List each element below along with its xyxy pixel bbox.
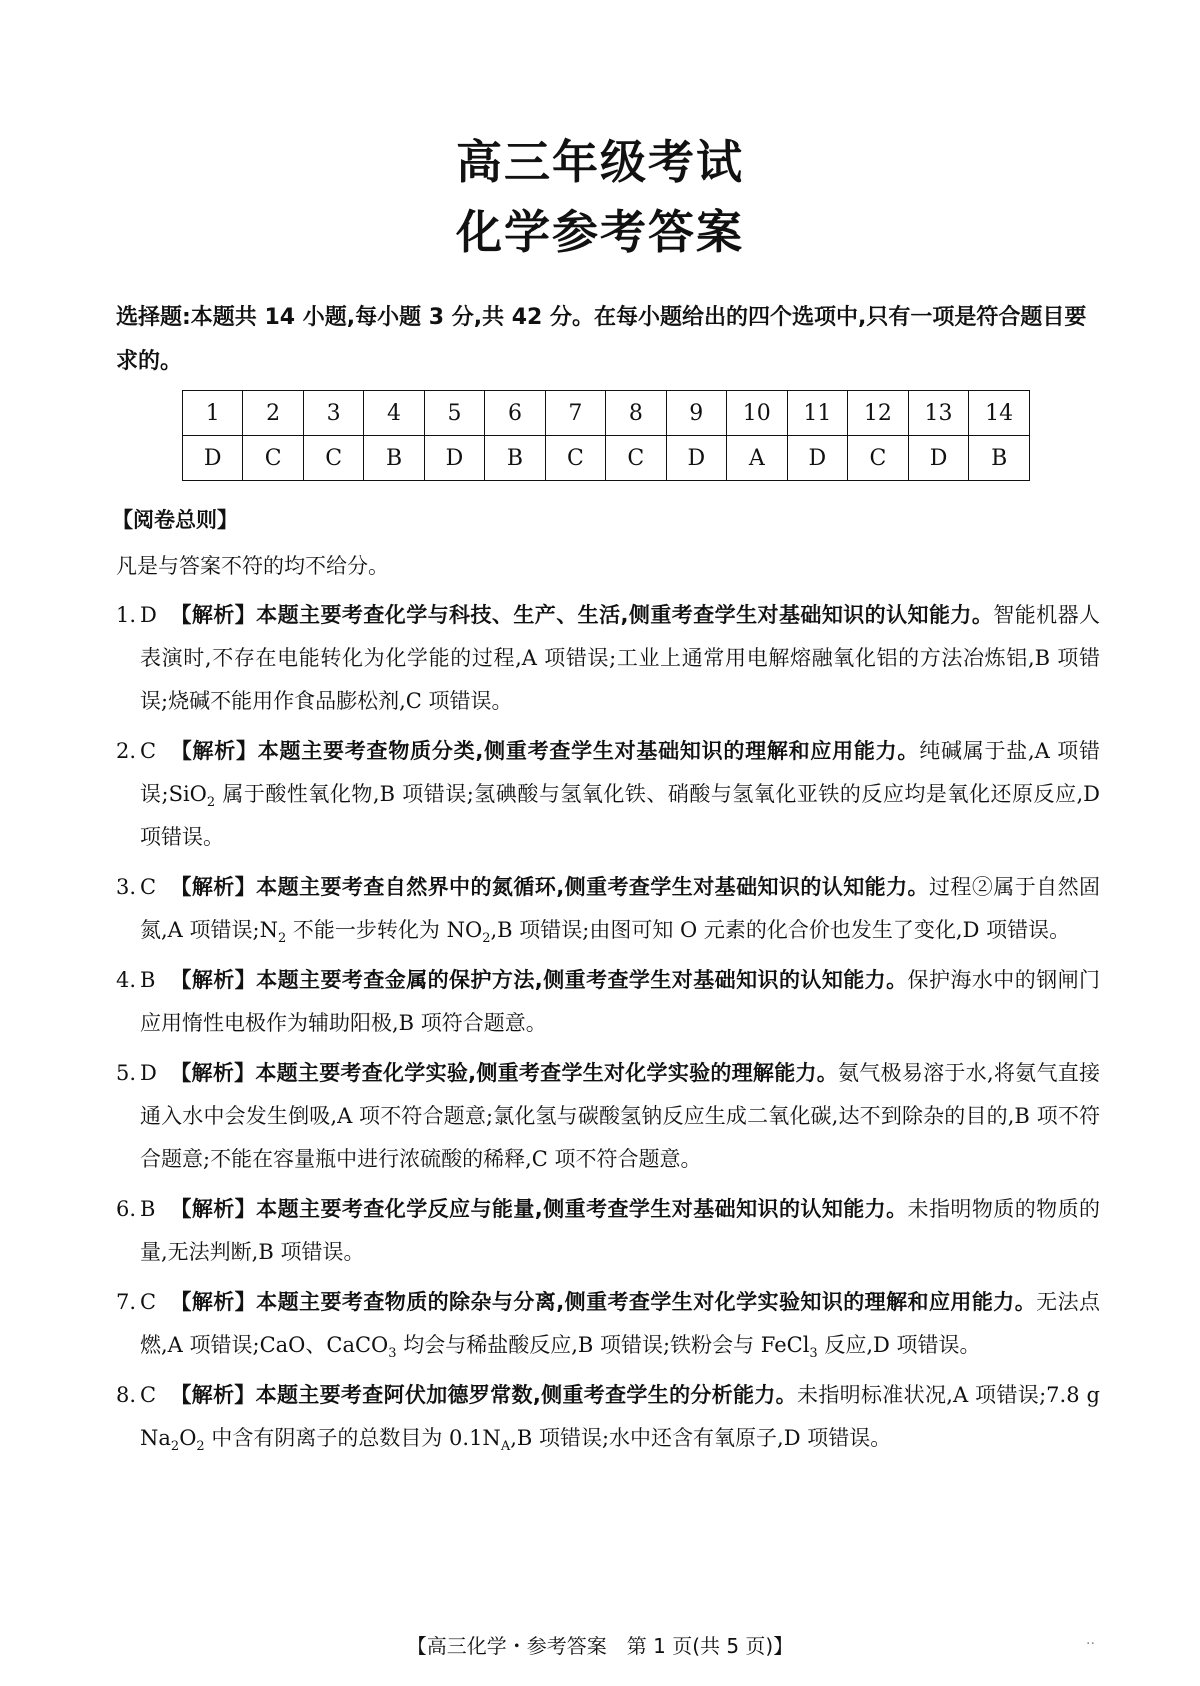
subscript: 2 xyxy=(170,1439,180,1455)
item-summary: 本题主要考查化学实验,侧重考查学生对化学实验的理解能力。 xyxy=(255,1061,839,1085)
item-answer: C xyxy=(140,1383,157,1407)
explanation-item xyxy=(116,730,1100,859)
item-number: 4. xyxy=(116,968,137,992)
answer-letter: A xyxy=(726,436,787,481)
item-detail: 反应,D 项错误。 xyxy=(817,1333,981,1357)
explanation-item xyxy=(116,1052,1100,1181)
question-number: 11 xyxy=(787,391,848,436)
item-summary: 本题主要考查化学反应与能量,侧重考查学生对基础知识的认知能力。 xyxy=(256,1197,908,1221)
grading-rules-heading: 【阅卷总则】 xyxy=(112,508,238,532)
question-number: 2 xyxy=(243,391,303,436)
grading-rules-text: 凡是与答案不符的均不给分。 xyxy=(116,554,389,578)
subscript: 3 xyxy=(388,1346,397,1362)
item-number: 2. xyxy=(116,739,137,763)
item-number: 6. xyxy=(116,1197,137,1221)
item-summary: 本题主要考查阿伏加德罗常数,侧重考查学生的分析能力。 xyxy=(255,1383,798,1407)
exam-subtitle: 化学参考答案 xyxy=(456,205,744,259)
item-answer: C xyxy=(140,739,157,763)
item-answer: D xyxy=(140,1061,157,1085)
explanation-item xyxy=(116,1281,1100,1367)
item-detail: 不能一步转化为 NO xyxy=(286,918,483,942)
question-number: 6 xyxy=(485,391,545,436)
answer-row xyxy=(183,436,1030,481)
analysis-tag: 【解析】 xyxy=(170,603,257,627)
explanation-list xyxy=(116,594,1100,1467)
answer-letter: D xyxy=(666,436,726,481)
item-answer: C xyxy=(140,875,157,899)
answer-letter: D xyxy=(424,436,484,481)
item-detail: 氨气极易溶于水,将氨气直接通入水中会发生倒吸,A 项不符合题意;氯化氢与碳酸氢钠反应生成二氧化碳,达不到除杂的目的,B 项不符合题意;不能在容量瓶中进行浓硫酸的稀释,C 项不符合题意。 xyxy=(140,1061,1100,1171)
analysis-tag: 【解析】 xyxy=(170,739,258,763)
answer-letter: C xyxy=(243,436,303,481)
item-detail: 中含有阴离子的总数目为 0.1N xyxy=(204,1426,501,1450)
question-number: 4 xyxy=(364,391,424,436)
subscript: A xyxy=(500,1439,511,1455)
question-number: 14 xyxy=(969,391,1030,436)
subscript: 2 xyxy=(196,1439,205,1455)
item-number: 5. xyxy=(116,1061,137,1085)
question-number: 13 xyxy=(908,391,969,436)
item-summary: 本题主要考查自然界中的氮循环,侧重考查学生对基础知识的认知能力。 xyxy=(256,875,929,899)
item-detail: O xyxy=(179,1426,197,1450)
explanation-item xyxy=(116,594,1100,723)
item-answer: B xyxy=(140,968,156,992)
explanation-item xyxy=(116,959,1100,1045)
answer-letter: D xyxy=(908,436,969,481)
subscript: 3 xyxy=(809,1346,818,1362)
item-detail: 纯碱属于盐,A 项错误;SiO xyxy=(140,739,1100,806)
analysis-tag: 【解析】 xyxy=(170,875,257,899)
item-detail: 未指明物质的物质的量,无法判断,B 项错误。 xyxy=(140,1197,1101,1264)
item-number: 3. xyxy=(116,875,137,899)
subscript: 2 xyxy=(277,931,287,947)
question-number: 7 xyxy=(545,391,605,436)
analysis-tag: 【解析】 xyxy=(170,1061,256,1085)
item-summary: 本题主要考查化学与科技、生产、生活,侧重考查学生对基础知识的认知能力。 xyxy=(256,603,994,627)
item-answer: C xyxy=(140,1290,157,1314)
page-footer: 【高三化学・参考答案 第 1 页(共 5 页)】 xyxy=(406,1634,794,1658)
section-instructions: 选择题:本题共 14 小题,每小题 3 分,共 42 分。在每小题给出的四个选项中,只有一项是符合题目要求的。 xyxy=(116,305,1087,374)
item-detail: 属于酸性氧化物,B 项错误;氢碘酸与氢氧化铁、硝酸与氢氧化亚铁的反应均是氧化还原反应,D 项错误。 xyxy=(140,782,1100,849)
item-detail: 未指明标准状况,A 项错误;7.8 g Na xyxy=(140,1383,1101,1450)
question-number: 8 xyxy=(606,391,666,436)
item-summary: 本题主要考查物质的除杂与分离,侧重考查学生对化学实验知识的理解和应用能力。 xyxy=(256,1290,1037,1314)
item-detail: 均会与稀盐酸反应,B 项错误;铁粉会与 FeCl xyxy=(396,1333,810,1357)
subscript: 2 xyxy=(206,795,216,811)
item-number: 8. xyxy=(116,1383,137,1407)
question-number: 1 xyxy=(183,391,243,436)
answer-letter: B xyxy=(364,436,424,481)
question-number: 12 xyxy=(848,391,909,436)
item-detail: 保护海水中的钢闸门应用惰性电极作为辅助阳极,B 项符合题意。 xyxy=(140,968,1101,1035)
answer-letter: C xyxy=(606,436,666,481)
explanation-item xyxy=(116,866,1100,952)
item-answer: D xyxy=(140,603,157,627)
item-summary: 本题主要考查物质分类,侧重考查学生对基础知识的理解和应用能力。 xyxy=(257,739,920,763)
item-number: 7. xyxy=(116,1290,137,1314)
corner-mark: .. xyxy=(1086,1632,1095,1648)
item-detail: 智能机器人表演时,不存在电能转化为化学能的过程,A 项错误;工业上通常用电解熔融氧化铝的方法冶炼铝,B 项错误;烧碱不能用作食品膨松剂,C 项错误。 xyxy=(140,603,1101,713)
answer-letter: B xyxy=(485,436,545,481)
answer-letter: D xyxy=(183,436,243,481)
item-detail: 无法点燃,A 项错误;CaO、CaCO xyxy=(140,1290,1101,1357)
item-summary: 本题主要考查金属的保护方法,侧重考查学生对基础知识的认知能力。 xyxy=(256,968,908,992)
analysis-tag: 【解析】 xyxy=(170,1383,256,1407)
subscript: 2 xyxy=(482,931,491,947)
answer-letter: D xyxy=(787,436,848,481)
item-number: 1. xyxy=(116,603,137,627)
item-detail: ,B 项错误;由图可知 O 元素的化合价也发生了变化,D 项错误。 xyxy=(490,918,1071,942)
answer-letter: C xyxy=(303,436,363,481)
question-number: 5 xyxy=(424,391,484,436)
analysis-tag: 【解析】 xyxy=(170,1290,257,1314)
analysis-tag: 【解析】 xyxy=(170,1197,257,1221)
question-number: 10 xyxy=(726,391,787,436)
question-number: 3 xyxy=(303,391,363,436)
explanation-item xyxy=(116,1374,1100,1460)
answer-letter: B xyxy=(969,436,1030,481)
question-number: 9 xyxy=(666,391,726,436)
exam-title: 高三年级考试 xyxy=(456,135,744,189)
answer-letter: C xyxy=(545,436,605,481)
answer-letter: C xyxy=(848,436,909,481)
answer-table xyxy=(182,390,1030,481)
question-number-row xyxy=(183,391,1030,436)
item-answer: B xyxy=(140,1197,156,1221)
explanation-item xyxy=(116,1188,1100,1274)
item-detail: ,B 项错误;水中还含有氧原子,D 项错误。 xyxy=(510,1426,892,1450)
item-detail: 过程②属于自然固氮,A 项错误;N xyxy=(140,875,1101,942)
analysis-tag: 【解析】 xyxy=(170,968,257,992)
